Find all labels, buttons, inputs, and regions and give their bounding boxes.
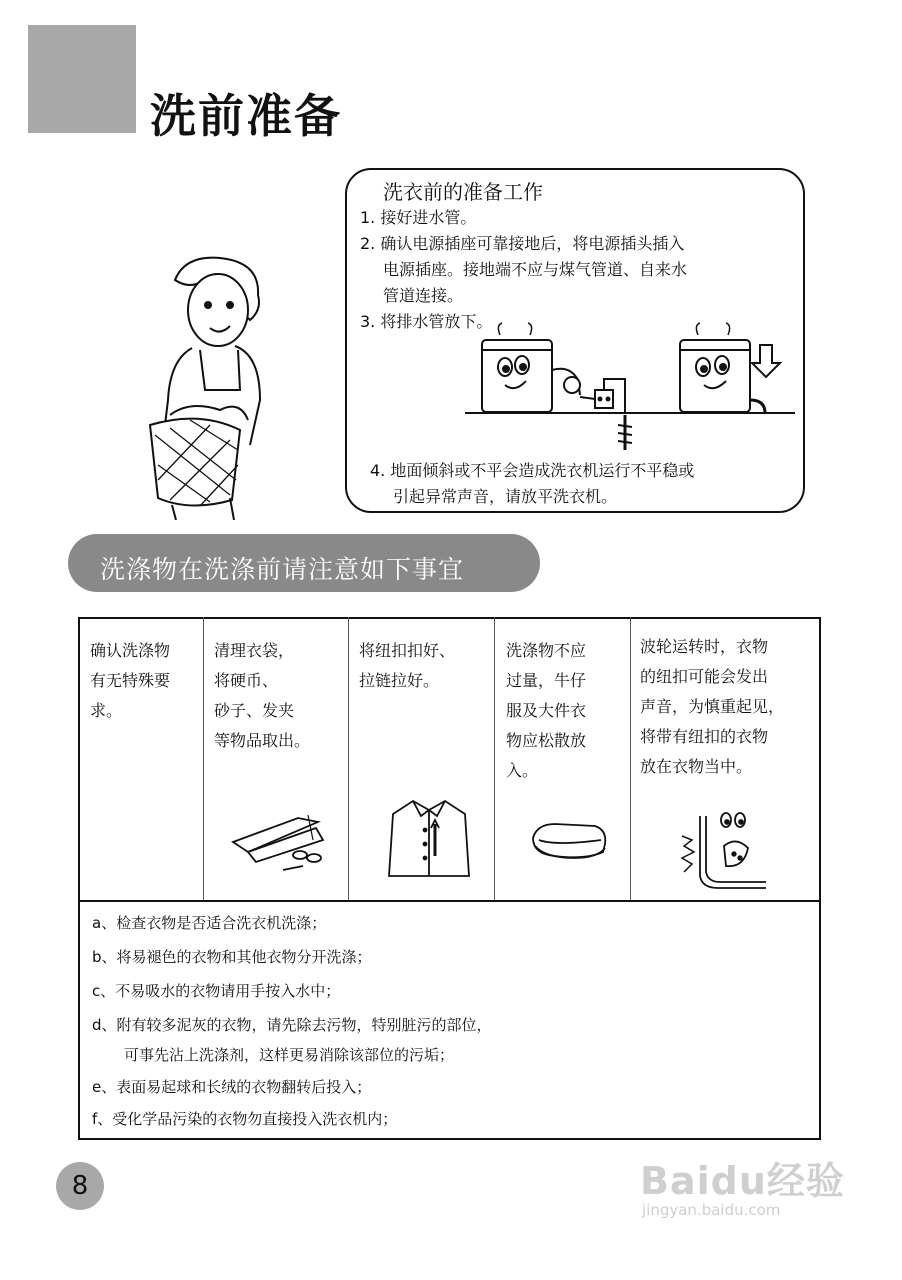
cell-2-line: 砂子、发夹 bbox=[214, 701, 295, 720]
prep-step-2: 2. 确认电源插座可靠接地后，将电源插头插入 bbox=[360, 234, 685, 253]
cell-3-line: 拉链拉好。 bbox=[359, 671, 440, 690]
watermark-url: jingyan.baidu.com bbox=[642, 1201, 781, 1219]
prep-step-3: 3. 将排水管放下。 bbox=[360, 312, 493, 331]
cell-5-line: 放在衣物当中。 bbox=[640, 757, 753, 776]
page-number: 8 bbox=[56, 1162, 104, 1210]
cell-1-line: 有无特殊要 bbox=[90, 671, 171, 690]
prep-step-2-cont2: 管道连接。 bbox=[383, 286, 464, 305]
note-f: f、受化学品污染的衣物勿直接投入洗衣机内； bbox=[92, 1110, 398, 1128]
cell-1-line: 求。 bbox=[90, 701, 123, 720]
buttoned-shirt-icon bbox=[383, 796, 475, 882]
cell-5-line: 将带有纽扣的衣物 bbox=[640, 727, 769, 746]
table-divider bbox=[494, 617, 495, 902]
cell-4-line: 洗涤物不应 bbox=[506, 641, 587, 660]
cell-4-line: 过量，牛仔 bbox=[506, 671, 587, 690]
prep-step-1: 1. 接好进水管。 bbox=[360, 208, 477, 227]
cell-5-line: 的纽扣可能会发出 bbox=[640, 667, 769, 686]
pocket-items-icon bbox=[228, 800, 338, 880]
cell-2-line: 等物品取出。 bbox=[214, 731, 311, 750]
header-tab-block bbox=[28, 25, 136, 133]
note-c: c、不易吸水的衣物请用手按入水中； bbox=[92, 982, 341, 1000]
table-divider bbox=[78, 900, 821, 902]
note-d-cont: 可事先沾上洗涤剂，这样更易消除该部位的污垢； bbox=[124, 1046, 455, 1064]
cell-4-line: 入。 bbox=[506, 761, 539, 780]
table-divider bbox=[630, 617, 631, 902]
cell-2-line: 将硬币、 bbox=[214, 671, 279, 690]
drum-with-buttons-icon bbox=[678, 806, 770, 896]
washing-machine-illustration bbox=[460, 315, 800, 455]
watermark-logo: Baidu经验 bbox=[640, 1159, 845, 1203]
woman-with-basket-illustration bbox=[110, 250, 280, 520]
cell-3-line: 将纽扣扣好、 bbox=[359, 641, 456, 660]
cell-1-line: 确认洗涤物 bbox=[90, 641, 171, 660]
prep-step-2-cont: 电源插座。接地端不应与煤气管道、自来水 bbox=[383, 260, 688, 279]
cell-5-line: 声音，为慎重起见， bbox=[640, 697, 785, 716]
table-divider bbox=[348, 617, 349, 902]
note-a: a、检查衣物是否适合洗衣机洗涤； bbox=[92, 914, 327, 932]
note-d: d、附有较多泥灰的衣物，请先除去污物，特别脏污的部位， bbox=[92, 1016, 492, 1034]
prep-step-4-cont: 引起异常声音，请放平洗衣机。 bbox=[393, 487, 618, 506]
cell-4-line: 物应松散放 bbox=[506, 731, 587, 750]
page-title: 洗前准备 bbox=[150, 89, 342, 143]
cell-4-line: 服及大件衣 bbox=[506, 701, 587, 720]
prep-step-4: 4. 地面倾斜或不平会造成洗衣机运行不平稳或 bbox=[370, 461, 695, 480]
cell-5-line: 波轮运转时，衣物 bbox=[640, 637, 769, 656]
note-b: b、将易褪色的衣物和其他衣物分开洗涤； bbox=[92, 948, 372, 966]
preparation-heading: 洗衣前的准备工作 bbox=[383, 180, 543, 204]
note-e: e、表面易起球和长绒的衣物翻转后投入； bbox=[92, 1078, 372, 1096]
cell-2-line: 清理衣袋， bbox=[214, 641, 295, 660]
folded-clothes-icon bbox=[525, 816, 613, 866]
notice-banner-text: 洗涤物在洗涤前请注意如下事宜 bbox=[100, 555, 465, 584]
table-divider bbox=[203, 617, 204, 902]
watermark bbox=[640, 1150, 845, 1219]
